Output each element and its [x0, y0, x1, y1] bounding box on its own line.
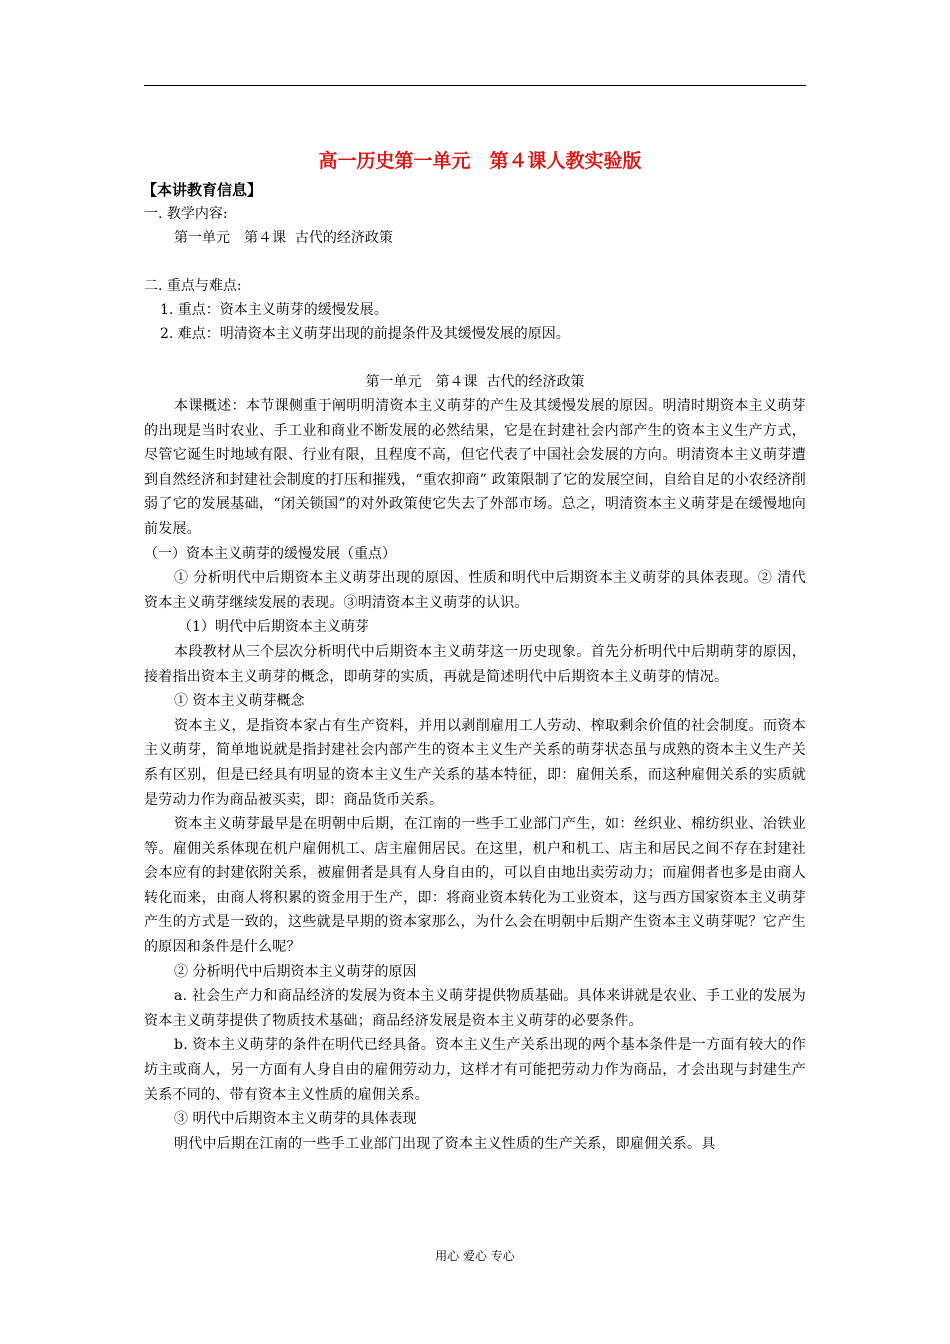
document-title: 高一历史第一单元 第４课人教实验版 — [318, 150, 642, 172]
subsection-1-heading: （1）明代中后期资本主义萌芽 — [178, 619, 369, 636]
reason-b: b. 资本主义萌芽的条件在明代已经具备。资本主义生产关系出现的两个基本条件是一方面有较大的作坊主或商人，另一方面有人身自由的雇佣劳动力，这样才有可能把劳动力作为商品，才会出现与封建生产关系不同的、带有资本主义性质的雇佣关系。 — [144, 1037, 806, 1103]
concept-paragraph-2: 资本主义萌芽最早是在明朝中后期，在江南的一些手工业部门产生，如：丝织业、棉纺织业、冶铁业等。雇佣关系体现在机户雇佣机工、店主雇佣居民。在这里，机户和机工、店主和居民之间不存在封建社会本应有的封建依附关系，被雇佣者是具有人身自由的，可以自由地出卖劳动力；而雇佣者也多是由商人转化而来，由商人将积累的资金用于生产，即：将商业资本转化为工业资本，这与西方国家资本主义萌芽产生的方式是一致的，这些就是早期的资本家那么，为什么会在明朝中后期产生资本主义萌芽呢？它产生的原因和条件是什么呢？ — [144, 816, 806, 956]
part-1-heading: （一）资本主义萌芽的缓慢发展（重点） — [144, 545, 396, 562]
section-1-item: 第一单元 第４课 古代的经济政策 — [174, 230, 393, 246]
section-1-heading: 一. 教学内容: — [144, 206, 228, 222]
page-footer: 用心 爱心 专心 — [435, 1249, 515, 1263]
overview-paragraph: 本课概述：本节课侧重于阐明明清资本主义萌芽的产生及其缓慢发展的原因。明清时期资本主义萌芽的出现是当时农业、手工业和商业不断发展的必然结果，它是在封建社会内部产生的资本主义生产方式，尽管它诞生时地域有限、行业有限，且程度不高，但它代表了中国社会发展的方向。明清资本主义萌芽遭到自然经济和封建社会制度的打压和摧残，“重农抑商” 政策限制了它的发展空间，自给自足的小农经济削弱了它的发展基础，“闭关锁国”的对外政策使它失去了外部市场。总之，明清资本主义萌芽是在缓慢地向前发展。 — [144, 398, 806, 537]
reason-a: a. 社会生产力和商品经济的发展为资本主义萌芽提供物质基础。具体来讲就是农业、手工业的发展为资本主义萌芽提供了物质技术基础；商品经济发展是资本主义萌芽的必要条件。 — [144, 988, 806, 1029]
section-2-item-1: 1. 重点：资本主义萌芽的缓慢发展。 — [160, 302, 388, 318]
manifest-paragraph: 明代中后期在江南的一些手工业部门出现了资本主义性质的生产关系，即雇佣关系。具 — [174, 1135, 716, 1152]
document-body — [144, 144, 806, 1156]
header-rule — [144, 85, 806, 86]
manifest-heading: ③ 明代中后期资本主义萌芽的具体表现 — [174, 1111, 417, 1128]
section-2-item-2: 2. 难点：明清资本主义萌芽出现的前提条件及其缓慢发展的原因。 — [160, 326, 570, 342]
reason-heading: ② 分析明代中后期资本主义萌芽的原因 — [174, 963, 417, 980]
part-1-intro: ① 分析明代中后期资本主义萌芽出现的原因、性质和明代中后期资本主义萌芽的具体表现。② 清代资本主义萌芽继续发展的表现。③明清资本主义萌芽的认识。 — [144, 570, 806, 611]
concept-heading: ① 资本主义萌芽概念 — [174, 693, 305, 710]
section-2-heading: 二. 重点与难点: — [144, 278, 242, 294]
lesson-title: 第一单元 第４课 古代的经济政策 — [365, 374, 585, 390]
concept-paragraph-1: 资本主义，是指资本家占有生产资料，并用以剥削雇用工人劳动、榨取剩余价值的社会制度。而资本主义萌芽，简单地说就是指封建社会内部产生的资本主义生产关系的萌芽状态虽与成熟的资本主义生产关系有区别，但是已经具有明显的资本主义生产关系的基本特征，即：雇佣关系，而这种雇佣关系的实质就是劳动力作为商品被买卖，即：商品货币关系。 — [144, 717, 806, 808]
section-heading: 【本讲教育信息】 — [142, 181, 263, 199]
subsection-1-intro: 本段教材从三个层次分析明代中后期资本主义萌芽这一历史现象。首先分析明代中后期萌芽的原因，接着指出资本主义萌芽的概念，即萌芽的实质，再就是简述明代中后期资本主义萌芽的情况。 — [144, 643, 806, 685]
